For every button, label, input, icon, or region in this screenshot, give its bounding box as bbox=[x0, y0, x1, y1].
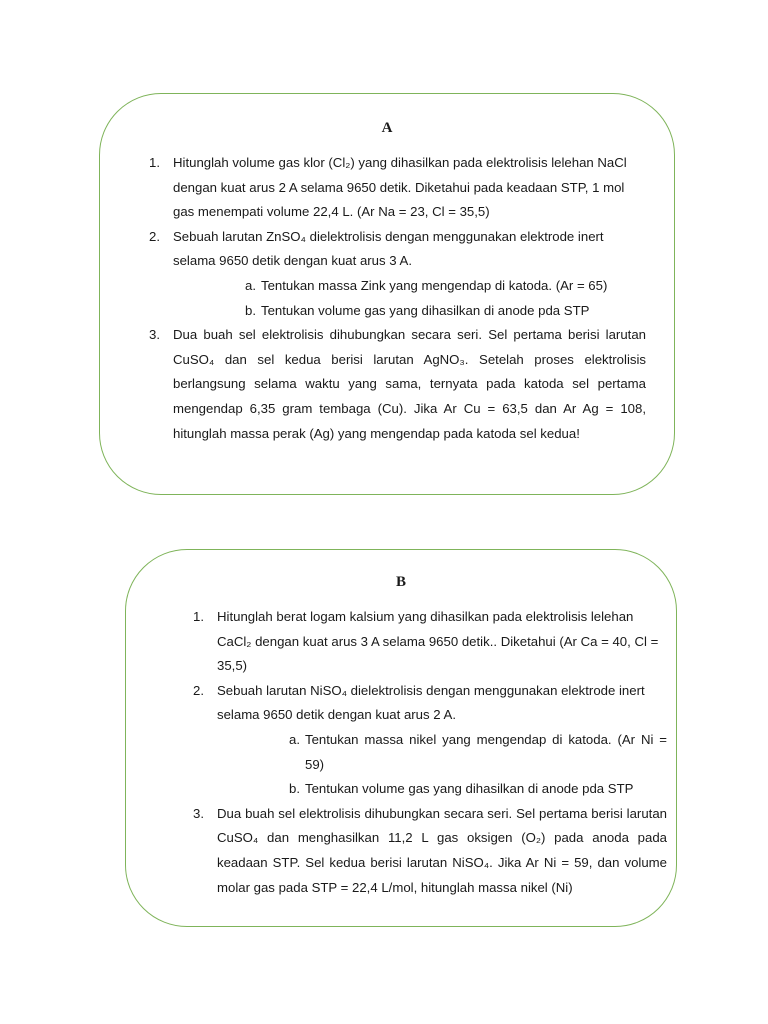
question-list-a bbox=[149, 151, 646, 446]
subquestion-a2a bbox=[149, 274, 646, 299]
question-item-b3 bbox=[193, 802, 667, 900]
subquestion-text: Tentukan volume gas yang dihasilkan di anode pda STP bbox=[261, 302, 590, 318]
question-item-b2 bbox=[193, 679, 667, 728]
question-card-a bbox=[99, 93, 675, 495]
question-text: Hitunglah berat logam kalsium yang dihasilkan pada elektrolisis lelehan CaCl₂ dengan kuat arus 3 A selama 9650 detik.. Diketahui (Ar Ca = 40, Cl = 35,5) bbox=[217, 609, 659, 674]
subquestion-letter: b. bbox=[245, 302, 256, 318]
question-item-b1 bbox=[193, 605, 667, 679]
question-number: 1. bbox=[149, 155, 160, 170]
subquestion-letter: a. bbox=[289, 731, 300, 747]
question-text: Hitunglah volume gas klor (Cl₂) yang dihasilkan pada elektrolisis lelehan NaCl dengan kuat arus 2 A selama 9650 detik. Diketahui pada keadaan STP, 1 mol gas menempati volume 22,4 L. (Ar Na = 23, Cl = 35,5) bbox=[173, 155, 627, 220]
question-number: 3. bbox=[149, 327, 160, 343]
question-text: Sebuah larutan ZnSO₄ dielektrolisis dengan menggunakan elektrode inert selama 9650 detik dengan kuat arus 3 A. bbox=[173, 228, 604, 269]
subquestion-text: Tentukan massa Zink yang mengendap di katoda. (Ar = 65) bbox=[261, 277, 608, 293]
question-text: Dua buah sel elektrolisis dihubungkan secara seri. Sel pertama berisi larutan CuSO₄ dan menghasilkan 11,2 L gas oksigen (O₂) pada anoda pada keadaan STP. Sel kedua berisi larutan NiSO₄. Jika Ar Ni = 59, dan volume molar gas pada STP = 22,4 L/mol, hitunglah massa nikel (Ni) bbox=[217, 805, 667, 895]
question-number: 2. bbox=[149, 228, 160, 244]
question-text: Dua buah sel elektrolisis dihubungkan secara seri. Sel pertama berisi larutan CuSO₄ dan sel kedua berisi larutan AgNO₃. Setelah proses elektrolisis berlangsung selama waktu yang sama, ternyata pada katoda sel pertama mengendap 6,35 gram tembaga (Cu). Jika Ar Cu = 63,5 dan Ar Ag = 108, hitunglah massa perak (Ag) yang mengendap pada katoda sel kedua! bbox=[173, 327, 646, 441]
subquestion-b2b bbox=[193, 777, 667, 802]
question-item-a3 bbox=[149, 323, 646, 446]
subquestion-text: Tentukan massa nikel yang mengendap di katoda. (Ar Ni = 59) bbox=[305, 731, 667, 772]
question-number: 3. bbox=[193, 805, 204, 821]
card-title-a: A bbox=[381, 120, 393, 136]
question-list-b bbox=[193, 605, 667, 900]
subquestion-text: Tentukan volume gas yang dihasilkan di anode pda STP bbox=[305, 781, 634, 797]
question-card-b bbox=[125, 549, 677, 927]
question-text: Sebuah larutan NiSO₄ dielektrolisis dengan menggunakan elektrode inert selama 9650 detik dengan kuat arus 2 A. bbox=[217, 682, 645, 723]
question-item-a1 bbox=[149, 151, 646, 225]
question-number: 1. bbox=[193, 609, 204, 624]
card-title-b: B bbox=[395, 574, 406, 590]
subquestion-letter: a. bbox=[245, 277, 256, 293]
subquestion-letter: b. bbox=[289, 781, 300, 797]
subquestion-b2a bbox=[193, 728, 667, 777]
subquestion-a2b bbox=[149, 299, 646, 324]
question-number: 2. bbox=[193, 682, 204, 698]
question-item-a2 bbox=[149, 225, 646, 274]
